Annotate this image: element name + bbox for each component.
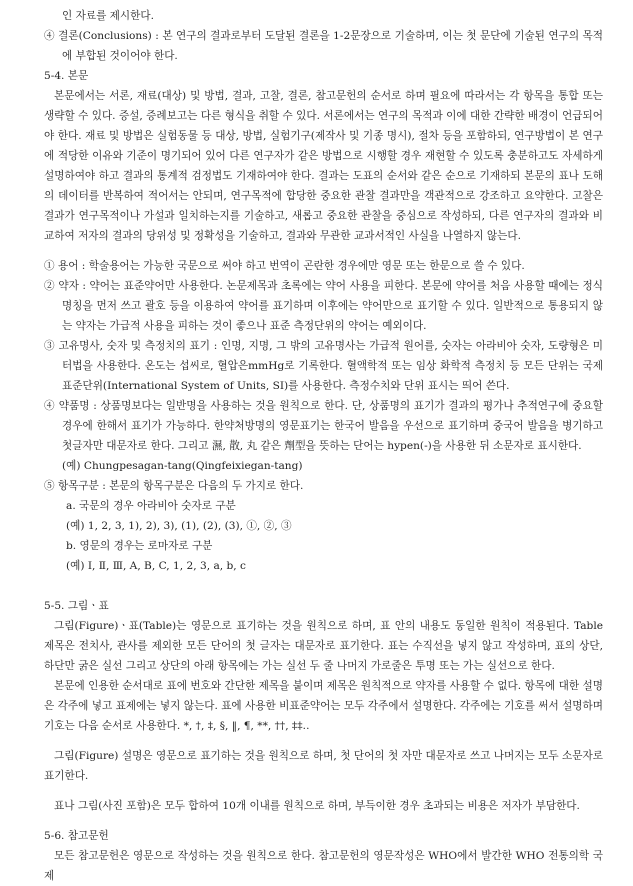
list-item-terms: ① 용어 : 학술용어는 가능한 국문으로 써야 하고 번역이 곤란한 경우에만 영문 또는 한문으로 쓸 수 있다.	[44, 260, 525, 272]
sub-item-english: b. 영문의 경우는 로마자로 구분	[66, 540, 213, 552]
list-item-proper-nouns: ③ 고유명사, 숫자 및 측정치의 표기 : 인명, 지명, 그 밖의 고유명사는 가급적 원어를, 숫자는 아라비아 숫자, 도량형은 미터법을 사용한다. 온도는 섭씨로, 혈압은mmHg로 기록한다. 혈액학적 또는 임상 화학적 측정치 등 모든 단위는 국제표준단위(International System of Units, SI)를 사용한다. 측정수치와 단위 표시는 띄어 쓴다.	[44, 340, 603, 392]
spacer	[44, 246, 603, 256]
section-heading-5-6: 5-6. 참고문헌	[44, 830, 109, 842]
body-paragraph: 본문에서는 서론, 재료(대상) 및 방법, 결과, 고찰, 결론, 참고문헌의 순서로 하며 필요에 따라서는 각 항목을 통합 또는 생략할 수 있다. 증설, 증례보고는 다른 형식을 취할 수 있다. 서론에서는 연구의 목적과 이에 대한 간략한 배경이 언급되어야 한다. 재료 및 방법은 실험동물 등 대상, 방법, 실험기구(제작사 및 기종 명시), 절차 등을 포함하되, 연구방법이 본 연구에 적당한 이유와 기준이 명기되어 있어 다른 연구자가 같은 방법으로 시행할 경우 재현할 수 있도록 충분하고도 자세하게 설명하여야 하고 결과의 통계적 검정법도 기재하여야 한다. 결과는 도표의 순서와 같은 순으로 기재하되 본문의 표나 도해의 데이터를 반복하여 적어서는 안되며, 연구목적에 합당한 중요한 관찰 결과만을 객관적으로 강조하고 요약한다. 고찰은 결과가 연구목적이나 가설과 일치하는지를 기술하고, 새롭고 중요한 관찰을 중심으로 작성하되, 다른 연구자의 결과와 비교하여 저자의 결과의 당위성 및 정확성을 기술하고, 결과와 무관한 교과서적인 사실을 나열하지 않는다.	[44, 90, 603, 242]
section-heading-5-4: 5-4. 본문	[44, 70, 89, 82]
table-numbering-paragraph: 본문에 인용한 순서대로 표에 번호와 간단한 제목을 붙이며 제목은 원칙적으로 약자를 사용할 수 없다. 항목에 대한 설명은 각주에 넣고 표제에는 넣지 않는다. 표에 사용한 비표준약어는 모두 각주에서 설명한다. 각주에는 기호를 써서 설명하며 기호는 다음 순서로 사용한다. *, †, ‡, §, ‖, ¶, **, ††, ‡‡‥	[44, 680, 603, 732]
list-item-abbreviations: ② 약자 : 약어는 표준약어만 사용한다. 논문제목과 초록에는 약어 사용을 피한다. 본문에 약어를 처음 사용할 때에는 정식명칭을 먼저 쓰고 괄호 등을 이용하여 약어를 표기하며 이후에는 약어만으로 표기할 수 있다. 일반적으로 통용되지 않는 약자는 가급적 사용을 피하는 것이 좋으나 표준 측정단위의 약어는 예외이다.	[44, 280, 603, 332]
references-paragraph: 모든 참고문헌은 영문으로 작성하는 것을 원칙으로 한다. 참고문헌의 영문작성은 WHO에서 발간한 WHO 전통의학 국제	[44, 850, 603, 882]
spacer	[44, 816, 603, 826]
figure-limit-paragraph: 표나 그림(사진 포함)은 모두 합하여 10개 이내를 원칙으로 하며, 부득이한 경우 초과되는 비용은 저자가 부담한다.	[54, 800, 580, 812]
spacer	[44, 786, 603, 796]
conclusions-item: ④ 결론(Conclusions) : 본 연구의 결과로부터 도달된 결론을 1-2문장으로 기술하며, 이는 첫 문단에 기술된 연구의 목적에 부합된 것이어야 한다.	[44, 30, 603, 62]
sub-item-english-example: (예) Ⅰ, Ⅱ, Ⅲ, A, B, C, 1, 2, 3, a, b, c	[66, 560, 246, 572]
section-heading-5-5: 5-5. 그림ㆍ표	[44, 600, 109, 612]
continued-line: 인 자료를 제시한다.	[62, 10, 154, 22]
figure-table-paragraph: 그림(Figure)ㆍ표(Table)는 영문으로 표기하는 것을 원칙으로 하며, 표 안의 내용도 동일한 원칙이 적용된다. Table 제목은 전치사, 관사를 제외한 모든 단어의 첫 글자는 대문자로 표기한다. 표는 수직선을 넣지 않고 작성하며, 표의 상단, 하단만 굵은 실선 그리고 상단의 아래 항목에는 가는 실선 두 줄 나머지 가로줄은 투명 또는 가는 실선으로 한다.	[44, 620, 603, 672]
figure-caption-paragraph: 그림(Figure) 설명은 영문으로 표기하는 것을 원칙으로 하며, 첫 단어의 첫 자만 대문자로 쓰고 나머지는 모두 소문자로 표기한다.	[44, 750, 603, 782]
spacer	[44, 736, 603, 746]
spacer	[44, 576, 603, 596]
drug-name-example: (예) Chungpesagan-tang(Qingfeixiegan-tang)	[62, 460, 303, 472]
sub-item-korean: a. 국문의 경우 아라비아 숫자로 구분	[66, 500, 236, 512]
list-item-sections: ⑤ 항목구분 : 본문의 항목구분은 다음의 두 가지로 한다.	[44, 480, 304, 492]
sub-item-korean-example: (예) 1, 2, 3, 1), 2), 3), (1), (2), (3), ①, ②, ③	[66, 520, 292, 532]
list-item-drug-names: ④ 약품명 : 상품명보다는 일반명을 사용하는 것을 원칙으로 한다. 단, 상품명의 표기가 결과의 평가나 추적연구에 중요할 경우에 한해서 표기가 가능하다. 한약처방명의 영문표기는 한국어 발음을 우선으로 표기하며 중국어 발음을 병기하고 첫글자만 대문자로 한다. 그리고 濕, 散, 丸 같은 劑型을 뜻하는 단어는 hypen(-)을 사용한 뒤 소문자로 표시한다.	[44, 400, 603, 452]
